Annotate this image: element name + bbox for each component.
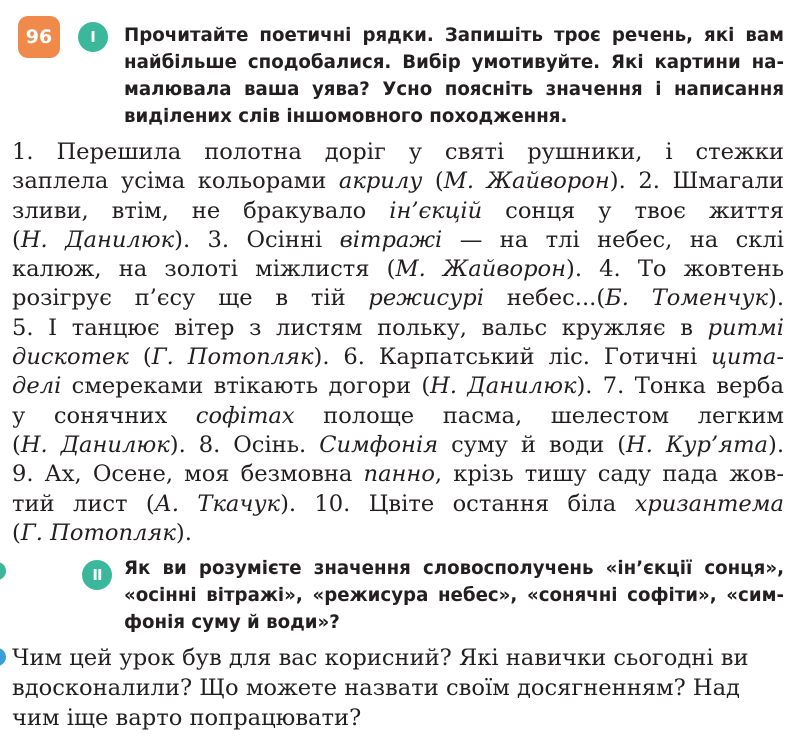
- margin-marker-task-2: [0, 562, 6, 580]
- poem-text: (: [422, 168, 444, 195]
- poem-text: 1. Перешила полотна доріг у святі рушники, і стежки: [12, 139, 784, 165]
- highlighted-word: ін’єкцій: [389, 197, 483, 224]
- task-1-instructions: [124, 22, 784, 130]
- poem-line: [12, 460, 784, 489]
- task-2-line: Як ви розумієте значення словосполучень «ін’єкції сонця»,: [124, 558, 784, 579]
- highlighted-word: хризантема: [634, 490, 784, 517]
- task-1-line: найбільше сподобалися. Вибір умотивуйте. Які картини на-: [124, 52, 784, 73]
- poem-text: смереками втікають догори (: [61, 373, 431, 400]
- poem-line: [12, 343, 784, 372]
- poem-text: у сонячних: [12, 402, 196, 429]
- poem-text: полоще пасма, шелестом легким: [294, 402, 785, 429]
- poem-text: — на тлі небес, на склі: [442, 226, 784, 253]
- highlighted-word: А. Ткачук: [154, 490, 281, 517]
- poem-line: [12, 431, 784, 460]
- task-marker-1: I: [78, 22, 108, 52]
- poem-text: ). 3. Осінні: [174, 226, 340, 253]
- highlighted-word: цита-: [711, 344, 785, 371]
- highlighted-word: М. Жайворон: [395, 256, 567, 283]
- poem-text: тий лист (: [12, 490, 155, 517]
- poem-line: [12, 226, 784, 255]
- highlighted-word: ритмі: [707, 314, 784, 341]
- highlighted-word: Б. Томенчук: [605, 285, 769, 312]
- exercise-number-badge: 96: [18, 16, 60, 58]
- highlighted-word: дискотек: [12, 344, 129, 371]
- highlighted-word: акрилу: [338, 168, 423, 195]
- poem-text: ). 6. Карпатський ліс. Готичні: [313, 344, 712, 371]
- task-1-line: малювала ваша уява? Усно поясніть значення і написання: [124, 79, 784, 100]
- poem-line: [12, 197, 784, 226]
- highlighted-word: Н. Данилюк: [20, 226, 175, 253]
- highlighted-word: панно: [363, 461, 435, 488]
- poem-text: 9. Ах, Осене, моя безмовна: [12, 461, 364, 488]
- task-2-question: [124, 555, 784, 636]
- poem-line: [12, 255, 784, 284]
- poem-text: сонця у твоє життя: [482, 197, 784, 224]
- task-marker-2: II: [82, 560, 112, 590]
- highlighted-word: Симфонія: [319, 431, 439, 458]
- poem-text: небес...(: [483, 285, 606, 312]
- poem-line: [12, 490, 784, 519]
- task-1-line: Прочитайте поетичні рядки. Запишіть троє речень, які вам: [124, 25, 784, 46]
- poem-text: заплела усіма кольорами: [12, 168, 339, 195]
- poem-text: ).: [175, 519, 192, 546]
- poem-text: ). 7. Тонка верба: [576, 373, 784, 400]
- task-2-line: «осінні вітражі», «режисура небес», «сонячні софіти», «сим-: [124, 585, 784, 606]
- highlighted-word: вітражі: [339, 226, 443, 253]
- poem-line: [12, 314, 784, 343]
- poetry-excerpt: [12, 138, 784, 548]
- highlighted-word: Г. Потопляк: [20, 519, 176, 546]
- highlighted-word: Г. Потопляк: [151, 344, 314, 371]
- poem-text: ). 2. Шмагали: [609, 168, 784, 195]
- poem-text: розігрує п’єсу ще в тій: [12, 285, 369, 312]
- poem-text: зливи, втім, не бракувало: [12, 197, 390, 224]
- poem-line: [12, 284, 784, 313]
- poem-line: [12, 372, 784, 401]
- poem-text: ). 8. Осінь.: [169, 431, 320, 458]
- poem-text: , крізь тишу саду пада жов-: [434, 461, 784, 488]
- margin-marker-reflection: [0, 648, 6, 666]
- task-2-line: фонія суму й води»?: [124, 612, 340, 633]
- highlighted-word: софітах: [195, 402, 295, 429]
- highlighted-word: делі: [12, 373, 62, 400]
- reflection-questions: Чим цей урок був для вас корисний? Які навички сьогодні ви вдосконалили? Що можете назвати своїм досягненням? Над чим іще варто попрацювати?: [12, 645, 749, 731]
- poem-line: [12, 138, 784, 167]
- poem-line: [12, 402, 784, 431]
- highlighted-word: режисурі: [368, 285, 484, 312]
- poem-text: (: [12, 519, 21, 546]
- task-1-line: виділених слів іншомовного походження.: [124, 106, 568, 127]
- poem-text: (: [128, 344, 152, 371]
- poem-line: [12, 519, 784, 548]
- poem-text: (: [12, 431, 21, 458]
- highlighted-word: Н. Данилюк: [430, 373, 577, 400]
- poem-text: суму й води (: [438, 431, 627, 458]
- poem-text: 5. І танцює вітер з листям польку, вальс кружляє в: [12, 314, 708, 341]
- highlighted-word: М. Жайворон: [443, 168, 610, 195]
- poem-text: ). 10. Цвіте остання біла: [280, 490, 635, 517]
- poem-text: калюж, на золоті міжлистя (: [12, 256, 396, 283]
- poem-text: ).: [768, 431, 785, 458]
- highlighted-word: Н. Данилюк: [20, 431, 170, 458]
- poem-text: (: [12, 226, 21, 253]
- highlighted-word: Н. Кур’ята: [626, 431, 769, 458]
- poem-text: ). 4. То жовтень: [566, 256, 784, 283]
- poem-line: [12, 167, 784, 196]
- poem-text: ).: [768, 285, 785, 312]
